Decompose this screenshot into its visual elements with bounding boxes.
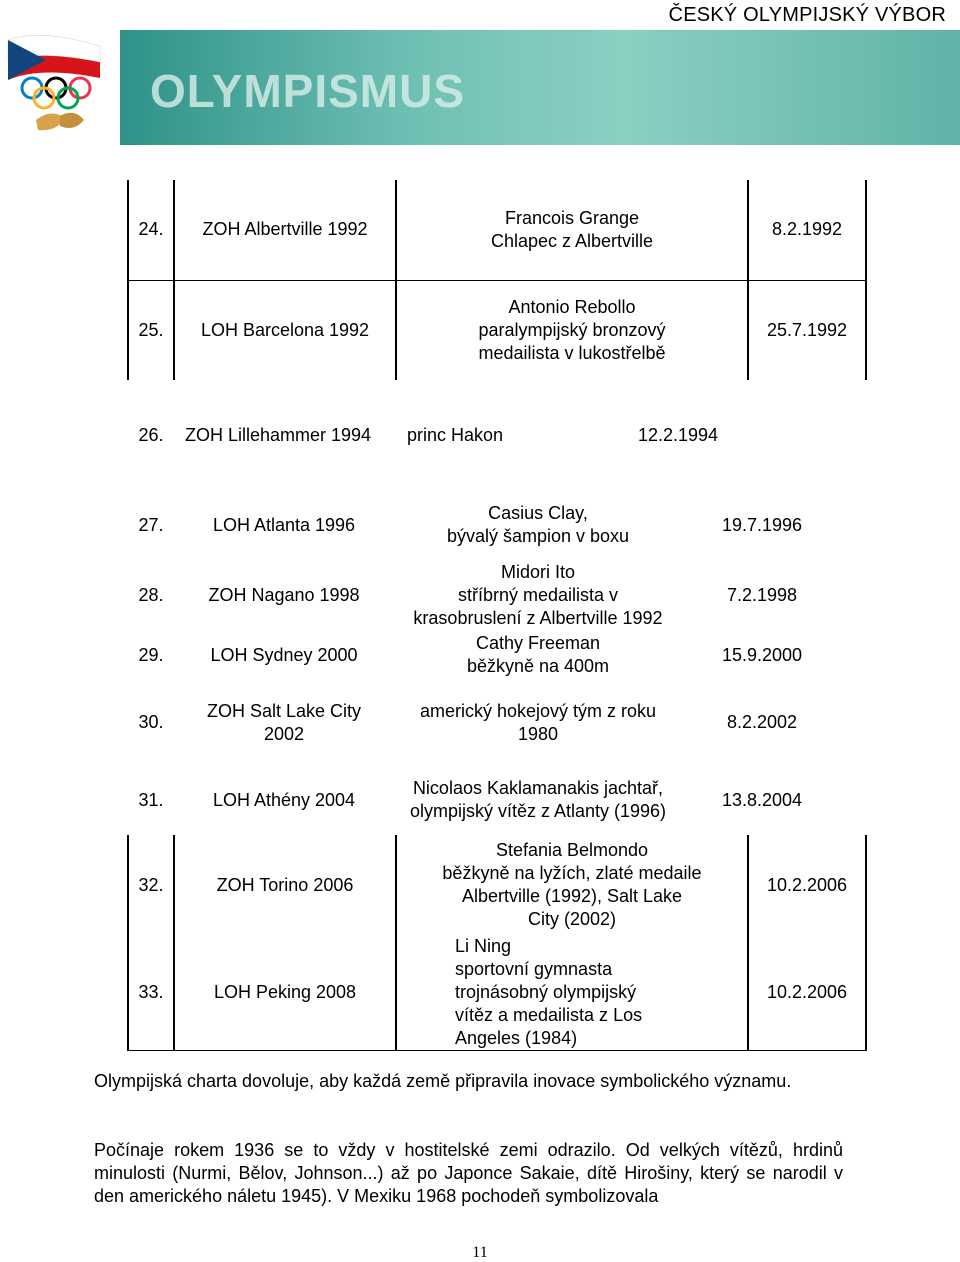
table-row (128, 680, 866, 765)
row-person: Cathy Freeman běžkyně na 400m (466, 633, 610, 676)
row-person: Antonio Rebollo paralympijský bronzový medailista v lukostřelbě (396, 280, 748, 380)
row-person: americký hokejový tým z roku 1980 (419, 700, 657, 744)
page-number: 11 (472, 1244, 488, 1261)
banner-watermark: OLYMPISMUS (150, 65, 466, 117)
row-number: 30. (138, 712, 164, 732)
row-person: princ Hakon (406, 424, 504, 445)
row-merged (128, 490, 866, 560)
row-merged (128, 765, 866, 835)
row-merged (128, 630, 866, 680)
table-row (128, 180, 866, 280)
row-number: 32. (128, 835, 174, 935)
row-person: Francois Grange Chlapec z Albertville (396, 180, 748, 280)
row-games: LOH Atlanta 1996 (212, 514, 356, 535)
row-date: 25.7.1992 (748, 280, 866, 380)
row-date: 7.2.1998 (726, 584, 798, 605)
row-number: 24. (128, 180, 174, 280)
row-date: 10.2.2006 (748, 835, 866, 935)
torchbearer-table (127, 180, 867, 1051)
row-number: 29. (138, 644, 164, 665)
table-row (128, 765, 866, 835)
row-games: ZOH Lillehammer 1994 (184, 424, 372, 445)
row-number: 25. (128, 280, 174, 380)
row-person: Nicolaos Kaklamanakis jachtař, olympijský vítěz z Atlanty (1996) (409, 778, 667, 821)
row-date: 13.8.2004 (721, 789, 803, 810)
row-number: 27. (138, 514, 164, 535)
row-games: ZOH Salt Lake City 2002 (206, 700, 362, 744)
row-person: Midori Ito stříbrný medailista v krasobruslení z Albertville 1992 (413, 561, 663, 628)
row-number: 31. (138, 789, 164, 810)
row-date: 12.2.1994 (637, 424, 719, 445)
table-row (128, 280, 866, 380)
table-row (128, 630, 866, 680)
row-games: ZOH Nagano 1998 (208, 584, 360, 605)
header-banner (120, 30, 960, 145)
row-games: ZOH Torino 2006 (174, 835, 396, 935)
row-person: Casius Clay, bývalý šampion v boxu (446, 503, 630, 546)
table-row (128, 835, 866, 935)
paragraph-charter: Olympijská charta dovoluje, aby každá země připravila inovace symbolického významu. (94, 1071, 792, 1091)
row-games: LOH Athény 2004 (212, 789, 356, 810)
row-merged (128, 380, 866, 490)
paragraph-history: Počínaje rokem 1936 se to vždy v hostitelské zemi odrazilo. Od velkých vítězů, hrdinů minulosti (Nurmi, Bělov, Johnson...) až po Japonce Sakaie, dítě Hirošiny, který se narodil v den amerického náletu 1945). V Mexiku 1968 pochodeň symbolizovala (94, 1140, 843, 1206)
row-date: 19.7.1996 (721, 514, 803, 535)
table-row (128, 560, 866, 630)
table-row (128, 380, 866, 490)
row-merged (128, 680, 866, 765)
row-person: Li Ning sportovní gymnasta trojnásobný olympijský vítěz a medailista z Los Angeles (1984) (396, 935, 748, 1051)
row-date: 10.2.2006 (748, 935, 866, 1051)
row-number: 28. (138, 584, 164, 605)
row-number: 33. (128, 935, 174, 1051)
table-row (128, 490, 866, 560)
czech-olympic-logo (0, 28, 120, 140)
row-date: 8.2.1992 (748, 180, 866, 280)
row-date: 8.2.2002 (726, 712, 798, 732)
row-number: 26. (138, 424, 164, 445)
row-games: LOH Barcelona 1992 (174, 280, 396, 380)
row-date: 15.9.2000 (721, 644, 803, 665)
row-merged (128, 560, 866, 630)
row-games: LOH Peking 2008 (174, 935, 396, 1051)
row-games: LOH Sydney 2000 (210, 644, 358, 665)
header-organization-title: ČESKÝ OLYMPIJSKÝ VÝBOR (668, 4, 946, 26)
table-row (128, 935, 866, 1051)
row-games: ZOH Albertville 1992 (174, 180, 396, 280)
row-person: Stefania Belmondo běžkyně na lyžích, zlaté medaile Albertville (1992), Salt Lake City (2002) (396, 835, 748, 935)
